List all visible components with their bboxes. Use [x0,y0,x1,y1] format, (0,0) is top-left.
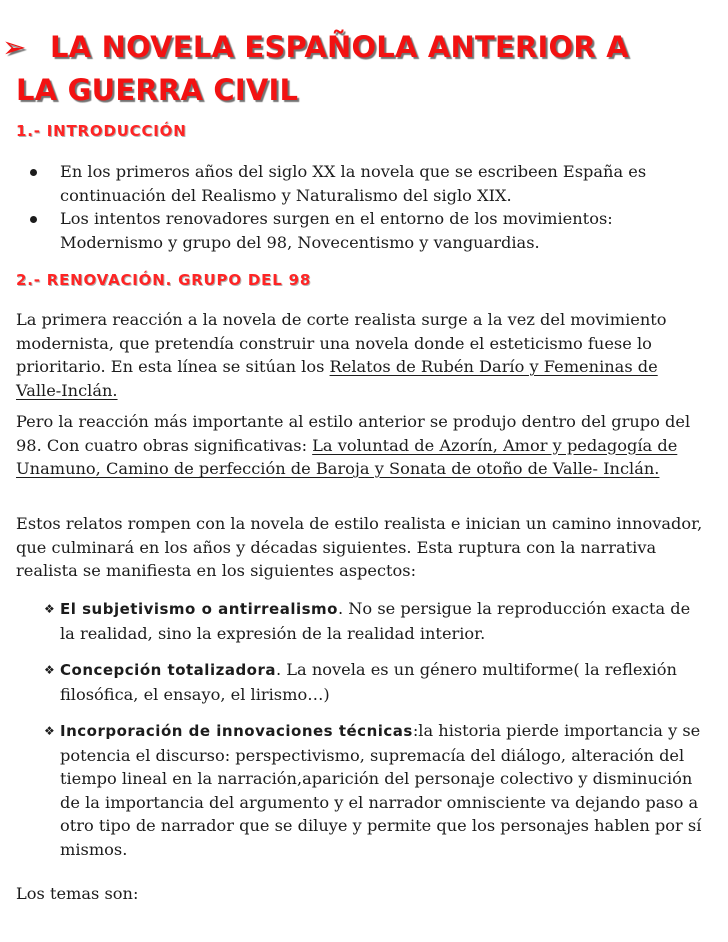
diamond-bullet-icon: ❖ [44,602,55,616]
aspect-term: El subjetivismo o antirrealismo [60,600,338,618]
list-item-text: Los intentos renovadores surgen en el entorno de los movimientos: Modernismo y grupo del 98, Novecentismo y vanguardias. [60,209,613,252]
paragraph-primera-reaccion [16,308,706,402]
arrow-bullet-icon: ➢ [2,30,27,64]
paragraph-text: Pero la reacción más importante al estilo anterior se produjo dentro del grupo del 98. Con cuatro obras significativas: [16,412,691,455]
list-item [44,719,704,861]
list-item-text: En los primeros años del siglo XX la novela que se escribeen España es continuación del Realismo y Naturalismo del siglo XIX. [60,162,647,205]
paragraph-ruptura: Estos relatos rompen con la novela de estilo realista e inician un camino innovador, que culminará en los años y décadas siguientes. Esta ruptura con la narrativa realista se manifiesta en los siguientes aspectos: [16,514,703,580]
list-item [30,160,700,207]
intro-bullet-list [30,160,700,254]
list-item [30,207,700,254]
aspect-description: . No se persigue la reproducción exacta de la realidad, sino la expresión de la realidad interior. [60,599,691,643]
paragraph-grupo-98 [16,410,706,481]
list-item [44,658,704,706]
underlined-works: La voluntad de Azorín, Amor y pedagogía de Unamuno, Camino de perfección de Baroja y Sonata de otoño de Valle- Inclán. [16,435,678,478]
list-item [44,597,704,645]
aspect-term: Incorporación de innovaciones técnicas [60,722,413,740]
paragraph-temas: Los temas son: [16,884,139,903]
section-heading-introduccion: 1.- INTRODUCCIÓN [16,122,187,140]
section-heading-renovacion: 2.- RENOVACIÓN. GRUPO DEL 98 [16,271,312,289]
aspect-description: :la historia pierde importancia y se potencia el discurso: perspectivismo, supremacía del diálogo, alteración del tiempo lineal en la narración,aparición del personaje colectivo y disminución de la importancia del argumento y el narrador omnisciente va dejando paso a otro tipo de narrador que se diluye y permite que los personajes hablen por sí mismos. [60,721,702,859]
document-title [0,26,700,112]
aspect-description: . La novela es un género multiforme( la reflexión filosófica, el ensayo, el lirismo…) [60,660,677,704]
paragraph-text: La primera reacción a la novela de corte realista surge a la vez del movimiento modernista, que pretendía construir una novela donde el esteticismo fuese lo prioritario. En esta línea se sitúan los [16,310,667,376]
title-line-1: LA NOVELA ESPAÑOLA ANTERIOR A [50,30,629,64]
diamond-bullet-icon: ❖ [44,724,55,738]
diamond-bullet-icon: ❖ [44,663,55,677]
aspects-list [44,597,704,874]
bullet-dot-icon [30,169,37,176]
title-line-2: LA GUERRA CIVIL [16,73,299,107]
underlined-works: Relatos de Rubén Darío y Femeninas de Valle-Inclán. [16,357,658,400]
bullet-dot-icon [30,216,37,223]
aspect-term: Concepción totalizadora [60,661,276,679]
